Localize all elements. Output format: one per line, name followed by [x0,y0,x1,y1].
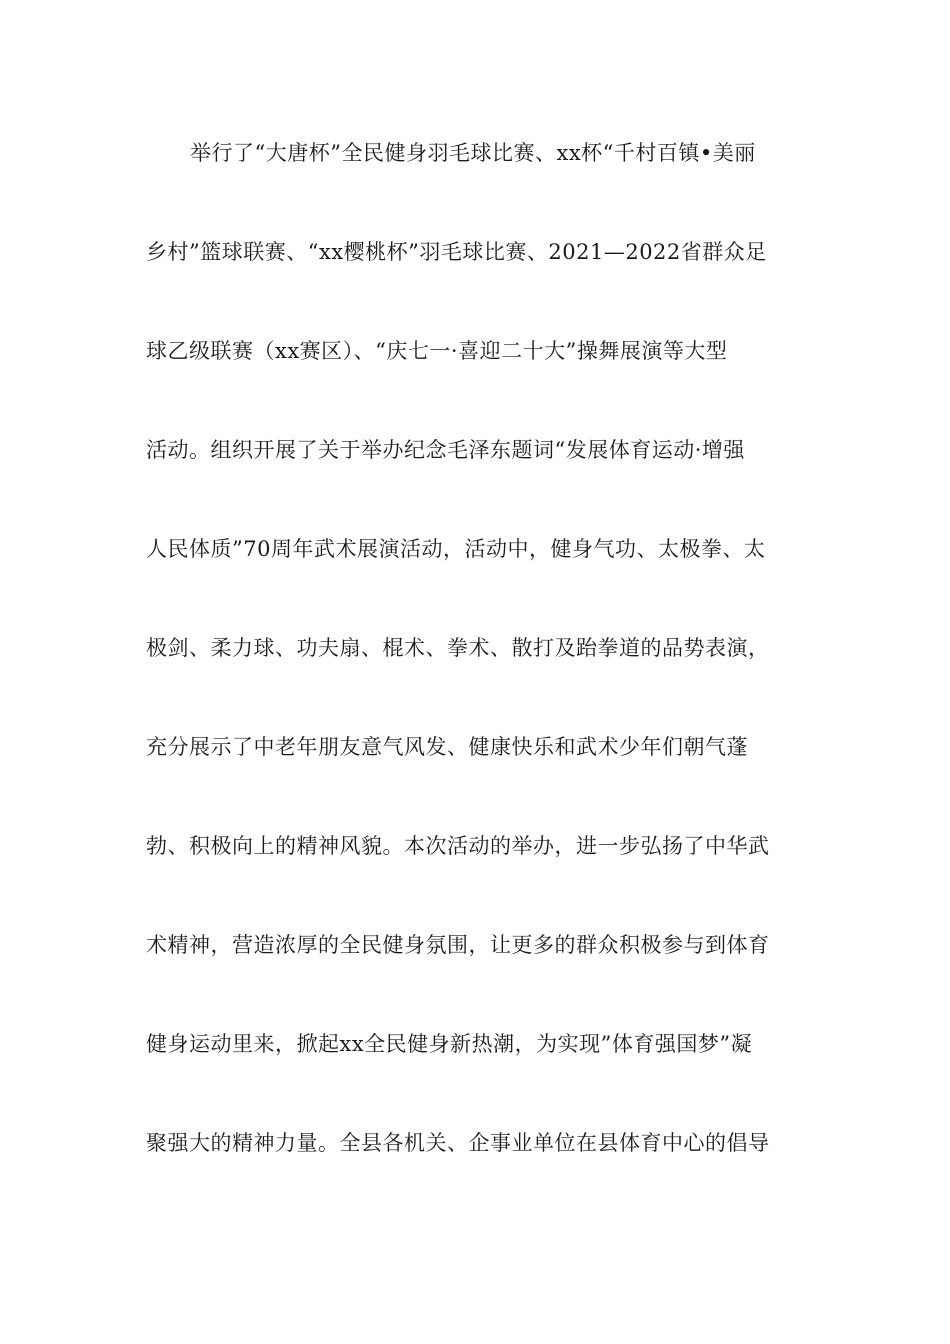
paragraph-line: 充分展示了中老年朋友意气风发、健康快乐和武术少年们朝气蓬 [146,735,748,759]
paragraph-line: 乡村”篮球联赛、“xx樱桃杯”羽毛球比赛、2021—2022省群众足 [146,240,767,264]
paragraph-line: 举行了“大唐杯”全民健身羽毛球比赛、xx杯“千村百镇•美丽 [190,141,756,165]
paragraph-line: 健身运动里来，掀起xx全民健身新热潮，为实现”体育强国梦”凝 [146,1032,753,1056]
paragraph-line: 活动。组织开展了关于举办纪念毛泽东题词“发展体育运动·增强 [146,438,745,462]
body-paragraph [146,128,806,1217]
paragraph-line: 极剑、柔力球、功夫扇、棍术、拳术、散打及跆拳道的品势表演， [146,636,770,660]
paragraph-line: 人民体质”70周年武术展演活动，活动中，健身气功、太极拳、太 [146,537,766,561]
paragraph-line: 勃、积极向上的精神风貌。本次活动的举办，进一步弘扬了中华武 [146,834,770,858]
paragraph-line: 术精神，营造浓厚的全民健身氛围，让更多的群众积极参与到体育 [146,933,770,957]
paragraph-line: 聚强大的精神力量。全县各机关、企事业单位在县体育中心的倡导 [146,1131,770,1155]
paragraph-line: 球乙级联赛（xx赛区）、“庆七一·喜迎二十大”操舞展演等大型 [146,339,728,363]
